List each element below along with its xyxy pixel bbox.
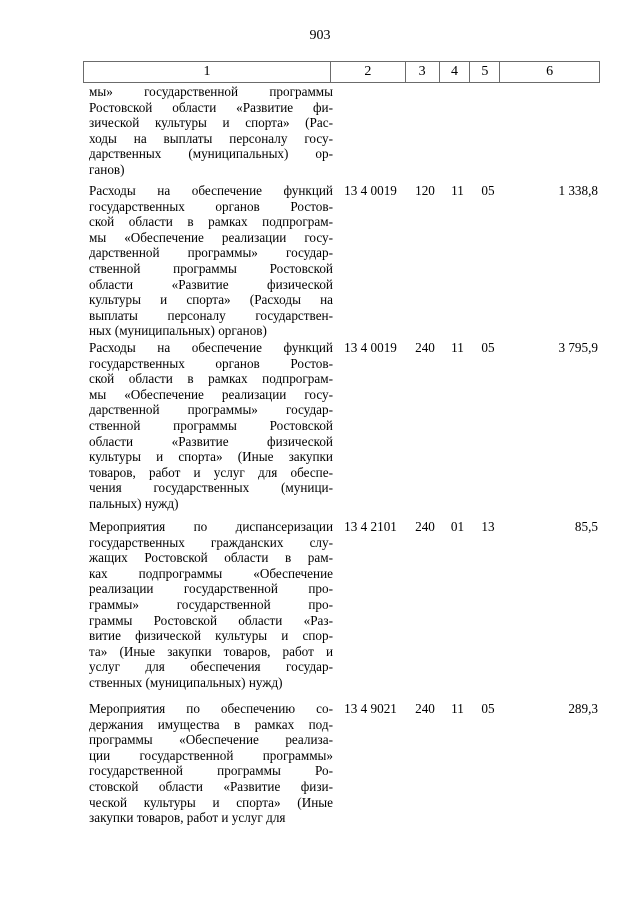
- column-header-1: 1: [84, 62, 331, 82]
- description-line: зической культуры и спорта» (Рас-: [89, 115, 333, 131]
- target-article-code: 13 4 2101: [344, 519, 397, 534]
- subsection-code: 13: [481, 519, 495, 534]
- description-line: ганов): [89, 161, 125, 177]
- page-number: 903: [309, 28, 331, 43]
- description-line: держания имущества в рамках под-: [89, 716, 333, 732]
- section-code: 11: [451, 183, 464, 198]
- description-line: ственной программы Ростовской: [89, 417, 333, 433]
- description-line: дарственной программы» государ-: [89, 245, 333, 261]
- row-description: [83, 701, 333, 826]
- section-code: 11: [451, 340, 464, 355]
- table-row: [83, 183, 600, 339]
- description-line: области «Развитие физической: [89, 276, 333, 292]
- column-header-2: 2: [331, 62, 406, 82]
- column-header-3: 3: [406, 62, 440, 82]
- section-code: [442, 84, 473, 178]
- description-line: ции государственной программы»: [89, 747, 333, 763]
- table-row: [83, 519, 600, 691]
- description-line: государственных органов Ростов-: [89, 198, 333, 214]
- description-line: закупки товаров, работ и услуг для: [89, 810, 286, 826]
- description-line: жащих Ростовской области в рам-: [89, 550, 333, 566]
- column-header-5: 5: [470, 62, 500, 82]
- description-line: государственной программы Ро-: [89, 763, 333, 779]
- description-line: Мероприятия по диспансеризации: [89, 519, 333, 534]
- description-line: граммы» государственной про-: [89, 596, 333, 612]
- row-description: [83, 519, 333, 691]
- description-line: ственных (муниципальных) нужд): [89, 674, 283, 690]
- table-row: [83, 84, 600, 178]
- description-line: стовской области «Развитие физи-: [89, 778, 333, 794]
- column-header-6: 6: [546, 64, 554, 79]
- subsection-code: 05: [481, 701, 495, 716]
- description-line: государственных органов Ростов-: [89, 355, 333, 371]
- amount: [503, 84, 600, 178]
- description-line: граммы Ростовской области «Раз-: [89, 612, 333, 628]
- description-line: мы «Обеспечение реализации госу-: [89, 229, 333, 245]
- description-line: ской области в рамках подпрограм-: [89, 214, 333, 230]
- subsection-code: 05: [481, 183, 495, 198]
- description-line: ках подпрограммы «Обеспечение: [89, 565, 333, 581]
- description-line: ской области в рамках подпрограм-: [89, 371, 333, 387]
- expense-type: [408, 84, 442, 178]
- description-line: ходы на выплаты персоналу госу-: [89, 130, 333, 146]
- section-code: 01: [450, 519, 465, 534]
- description-line: ных (муниципальных) органов): [89, 323, 267, 339]
- subsection-code: [473, 84, 503, 178]
- description-line: мы «Обеспечение реализации госу-: [89, 386, 333, 402]
- subsection-code: 05: [481, 340, 495, 355]
- description-line: культуры и спорта» (Расходы на: [89, 292, 333, 308]
- description-line: товаров, работ и услуг для обеспе-: [89, 464, 333, 480]
- description-line: пальных) нужд): [89, 495, 179, 511]
- description-line: мы» государственной программы: [89, 84, 333, 99]
- description-line: дарственных (муниципальных) ор-: [89, 146, 333, 162]
- row-description: [83, 84, 333, 178]
- table-row: [83, 340, 600, 512]
- expense-type: 240: [415, 340, 435, 355]
- target-article-code: 13 4 0019: [344, 183, 397, 198]
- description-line: та» (Иные закупки товаров, работ и: [89, 643, 333, 659]
- description-line: ственной программы Ростовской: [89, 260, 333, 276]
- description-line: Расходы на обеспечение функций: [89, 183, 333, 198]
- target-article-code: 13 4 9021: [344, 701, 397, 716]
- expense-type: 240: [415, 701, 435, 716]
- description-line: Расходы на обеспечение функций: [89, 340, 333, 355]
- description-line: программы «Обеспечение реализа-: [89, 732, 333, 748]
- description-line: выплаты персоналу государствен-: [89, 307, 333, 323]
- description-line: государственных гражданских слу-: [89, 534, 333, 550]
- amount: 3 795,9: [558, 340, 598, 355]
- description-line: ческой культуры и спорта» (Иные: [89, 794, 333, 810]
- row-description: [83, 340, 333, 512]
- table-header: [83, 61, 600, 83]
- amount: 85,5: [574, 519, 598, 534]
- row-description: [83, 183, 333, 339]
- table-row: [83, 701, 600, 826]
- expense-type: 240: [415, 519, 435, 534]
- target-article-code: [333, 84, 408, 178]
- description-line: дарственной программы» государ-: [89, 402, 333, 418]
- description-line: услуг для обеспечения государ-: [89, 659, 333, 675]
- section-code: 11: [451, 701, 464, 716]
- description-line: области «Развитие физической: [89, 433, 333, 449]
- target-article-code: 13 4 0019: [344, 340, 397, 355]
- amount: 289,3: [568, 701, 598, 716]
- description-line: Мероприятия по обеспечению со-: [89, 701, 333, 716]
- amount: 1 338,8: [558, 183, 598, 198]
- description-line: витие физической культуры и спор-: [89, 628, 333, 644]
- expense-type: 120: [415, 183, 435, 198]
- description-line: чения государственных (муници-: [89, 480, 333, 496]
- description-line: реализации государственной про-: [89, 581, 333, 597]
- column-header-4: 4: [440, 62, 471, 82]
- description-line: культуры и спорта» (Иные закупки: [89, 449, 333, 465]
- description-line: Ростовской области «Развитие фи-: [89, 99, 333, 115]
